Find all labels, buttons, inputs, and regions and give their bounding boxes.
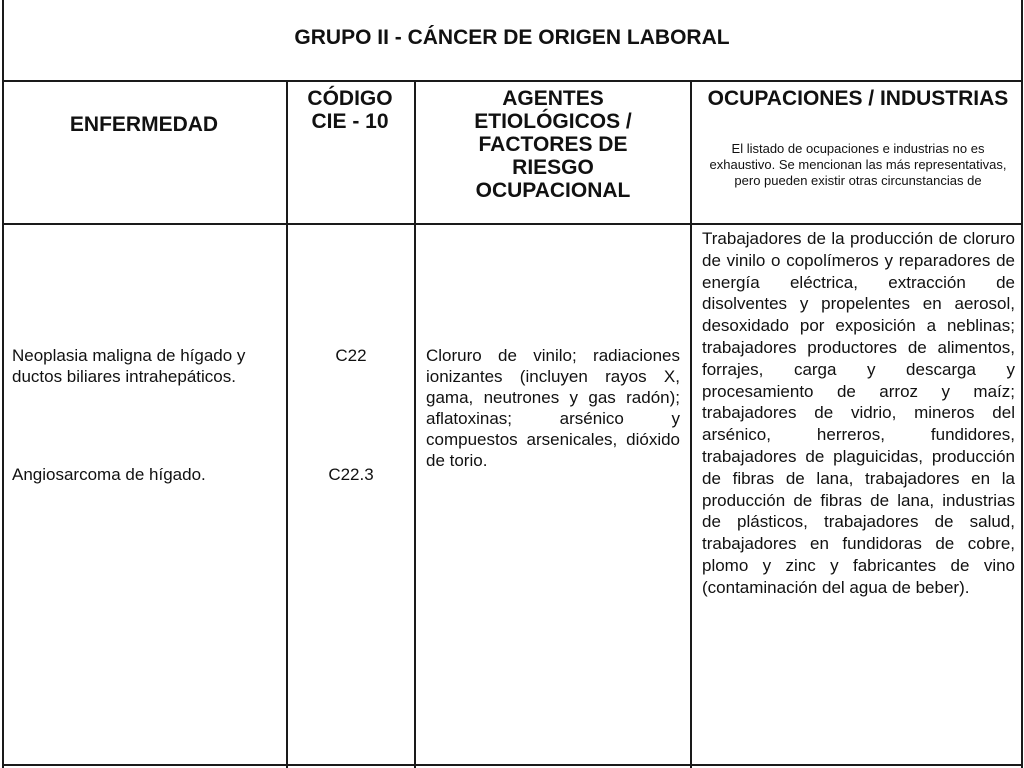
header-agentes-etiologicos: AGENTES ETIOLÓGICOS / FACTORES DE RIESGO OCUPACIONAL [474,87,632,202]
header-codigo-cie: CÓDIGO CIE - 10 [307,87,393,133]
column-divider-2 [414,80,416,768]
disease-neoplasia: Neoplasia maligna de hígado y ductos biliares intrahepáticos. [12,346,246,386]
table-bottom-border [2,764,1023,766]
column-divider-1 [286,80,288,768]
disease-angiosarcoma: Angiosarcoma de hígado. [12,465,206,484]
header-top-border [2,80,1023,82]
code-c22: C22 [335,346,367,365]
code-c22-3: C22.3 [328,465,374,484]
etiologic-agents-text: Cloruro de vinilo; radiaciones ionizantes (incluyen rayos X, gama, neutrones y gas radón); aflatoxinas; arsénico y compuestos arsenicales, dióxido de torio. [426,346,680,470]
header-enfermedad: ENFERMEDAD [69,113,219,136]
header-bottom-border [2,223,1023,225]
header-ocupaciones: OCUPACIONES / INDUSTRIAS [707,87,1009,110]
header-ocupaciones-note: El listado de ocupaciones e industrias no es exhaustivo. Se mencionan las más representativas, pero pueden existir otras circunstancias de [709,141,1007,188]
group-title: GRUPO II - CÁNCER DE ORIGEN LABORAL [294,26,730,49]
occupations-text: Trabajadores de la producción de cloruro de vinilo o copolímeros y reparadores de energía eléctrica, extracción de disolventes y propelentes en aerosol, desoxidado por exposición a neblinas; trabajadores productores de alimentos, forrajes, carga y descarga y procesamiento de arroz y maíz; trabajadores de vidrio, mineros del arsénico, herreros, fundidores, trabajadores de plaguicidas, producción de fibras de lana, trabajadores en la producción de fibras de lana, industrias de plásticos, trabajadores de salud, trabajadores en fundidoras de cobre, plomo y zinc y fabricantes de vino (contaminación del agua de beber). [702,229,1015,597]
table-border-right [1021,0,1023,768]
column-divider-3 [690,80,692,768]
